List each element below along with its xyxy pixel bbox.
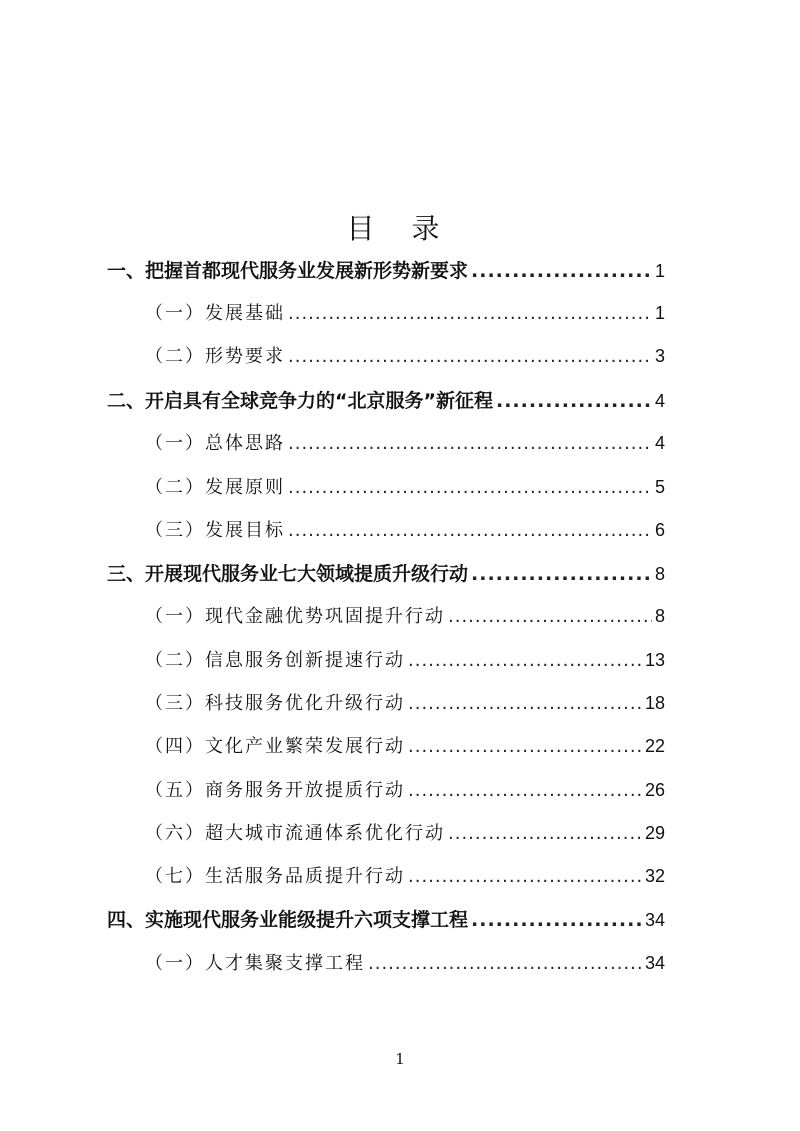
toc-entry-3-5[interactable] [145,776,665,806]
toc-entry-label: （三）科技服务优化升级行动 [145,693,405,714]
toc-entry-page: 8 [654,606,665,626]
toc-entry-label: （一）总体思路 [145,433,285,454]
toc-entry-2-3[interactable] [145,516,665,546]
toc-entry-page: 13 [644,650,665,670]
dot-leader [448,823,642,844]
toc-entry-label: 二、开启具有全球竞争力的“北京服务”新征程 [107,390,493,412]
dot-leader [448,606,652,627]
dot-leader [288,303,652,324]
dot-leader [471,909,642,931]
toc-entry-label: （二）信息服务创新提速行动 [145,650,405,671]
dot-leader [408,650,642,671]
toc-entry-label: 一、把握首都现代服务业发展新形势新要求 [107,260,469,282]
dot-leader [288,477,652,498]
toc-entry-page: 29 [644,823,665,843]
toc-entry-page: 1 [654,303,665,323]
toc-entry-page: 26 [644,780,665,800]
toc-entry-3-2[interactable] [145,646,665,676]
toc-entry-1-2[interactable] [145,342,665,372]
toc-entry-page: 32 [644,866,665,886]
toc-entry-page: 22 [644,736,665,756]
dot-leader [408,693,642,714]
dot-leader [288,346,652,367]
toc-entry-label: （一）现代金融优势巩固提升行动 [145,606,445,627]
toc-entry-label: （六）超大城市流通体系优化行动 [145,823,445,844]
dot-leader [288,520,652,541]
dot-leader [471,563,652,585]
toc-entry-page: 4 [654,391,665,411]
toc-entry-2-1[interactable] [145,429,665,459]
toc-entry-label: （四）文化产业繁荣发展行动 [145,736,405,757]
toc-entry-3-4[interactable] [145,732,665,762]
toc-entry-page: 4 [654,433,665,453]
toc-entry-section-3[interactable] [107,559,665,589]
toc-entry-4-1[interactable] [145,949,665,979]
toc-entry-section-1[interactable] [107,256,665,286]
toc-entry-page: 6 [654,520,665,540]
dot-leader [368,953,642,974]
toc-entry-label: （七）生活服务品质提升行动 [145,866,405,887]
toc-entry-label: （二）发展原则 [145,477,285,498]
toc-entry-page: 34 [644,910,665,930]
dot-leader [408,866,642,887]
toc-entry-3-3[interactable] [145,689,665,719]
dot-leader [496,390,652,412]
toc-entry-label: 四、实施现代服务业能级提升六项支撑工程 [107,909,469,931]
dot-leader [471,260,652,282]
toc-entry-label: 三、开展现代服务业七大领域提质升级行动 [107,563,469,585]
toc-entry-1-1[interactable] [145,299,665,329]
toc-entry-2-2[interactable] [145,473,665,503]
toc-entry-3-7[interactable] [145,862,665,892]
toc-entry-3-1[interactable] [145,602,665,632]
toc-entry-label: （三）发展目标 [145,520,285,541]
page-number: 1 [395,1050,405,1068]
toc-entry-section-4[interactable] [107,905,665,935]
toc-entry-page: 18 [644,693,665,713]
toc-entry-label: （一）发展基础 [145,303,285,324]
toc-entry-3-6[interactable] [145,819,665,849]
toc-entry-label: （一）人才集聚支撑工程 [145,953,365,974]
toc-entry-page: 1 [654,261,665,281]
toc-entry-page: 34 [644,953,665,973]
toc-entry-page: 5 [654,477,665,497]
toc-entry-page: 8 [654,564,665,584]
toc-entry-page: 3 [654,346,665,366]
dot-leader [288,433,652,454]
dot-leader [408,736,642,757]
toc-entry-label: （二）形势要求 [145,346,285,367]
dot-leader [408,780,642,801]
toc-entry-label: （五）商务服务开放提质行动 [145,780,405,801]
toc-entry-section-2[interactable] [107,386,665,416]
toc-title: 目 录 [346,212,454,245]
